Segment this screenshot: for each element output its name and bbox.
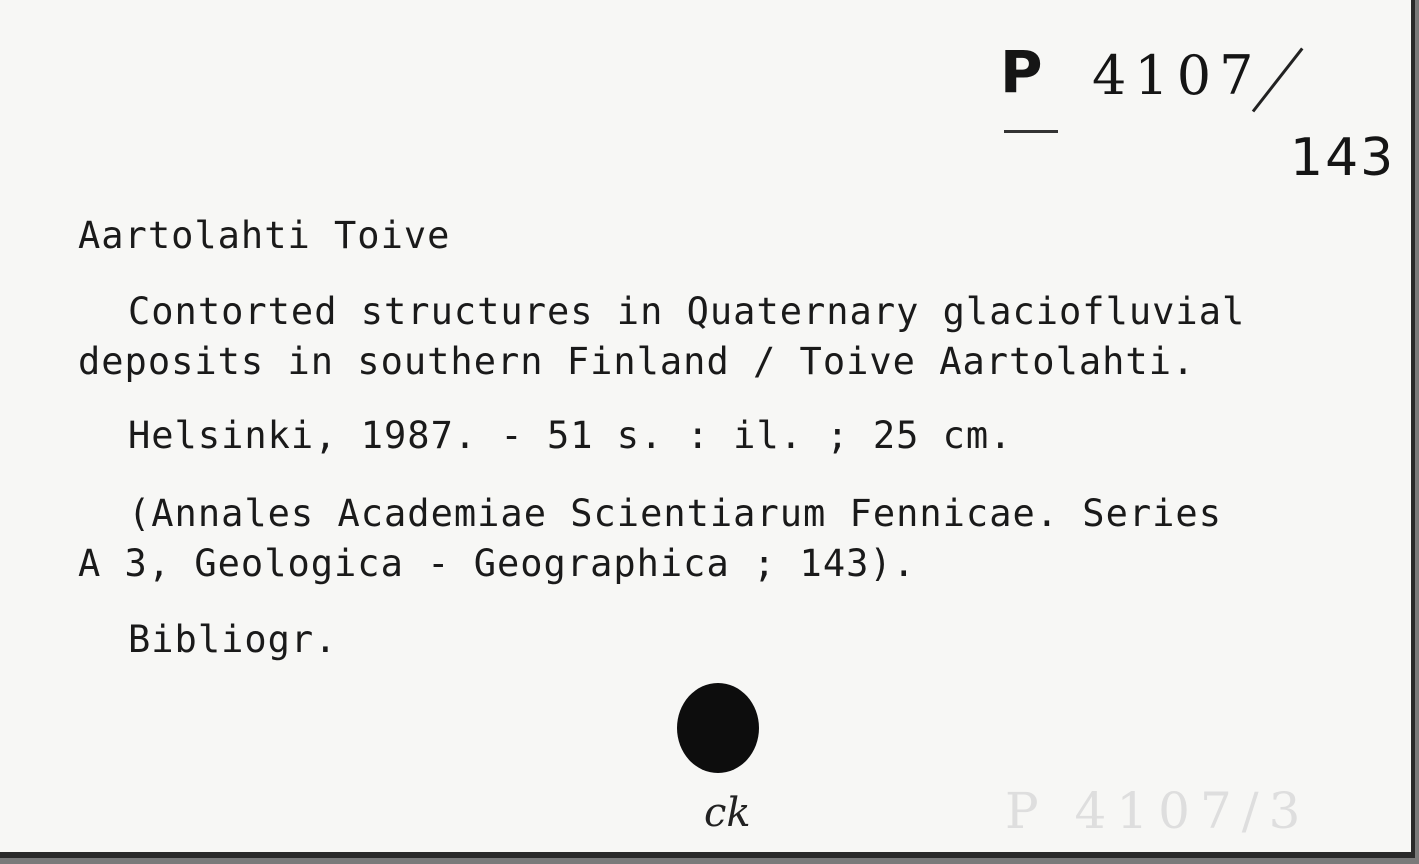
shelfmark-prefix: P <box>1000 38 1043 106</box>
shelfmark-underline <box>1004 130 1058 133</box>
notes: Bibliogr. <box>128 618 338 661</box>
title-line-1: Contorted structures in Quaternary glaciofluvial <box>128 290 1246 333</box>
author-heading: Aartolahti Toive <box>78 214 451 257</box>
punched-dot-marker <box>677 683 759 773</box>
title-line-2: deposits in southern Finland / Toive Aartolahti. <box>78 340 1196 383</box>
handwritten-initials: ck <box>704 790 751 836</box>
shelfmark-handwritten-suffix: 143 <box>1290 128 1396 188</box>
shelfmark-number: 4107 <box>1092 44 1262 107</box>
series-line-1: (Annales Academiae Scientiarum Fennicae. Series <box>128 492 1222 535</box>
imprint: Helsinki, 1987. - 51 s. : il. ; 25 cm. <box>128 414 1013 457</box>
faint-show-through-text: P 4107/3 <box>1005 782 1311 840</box>
series-line-2: A 3, Geologica - Geographica ; 143). <box>78 542 916 585</box>
